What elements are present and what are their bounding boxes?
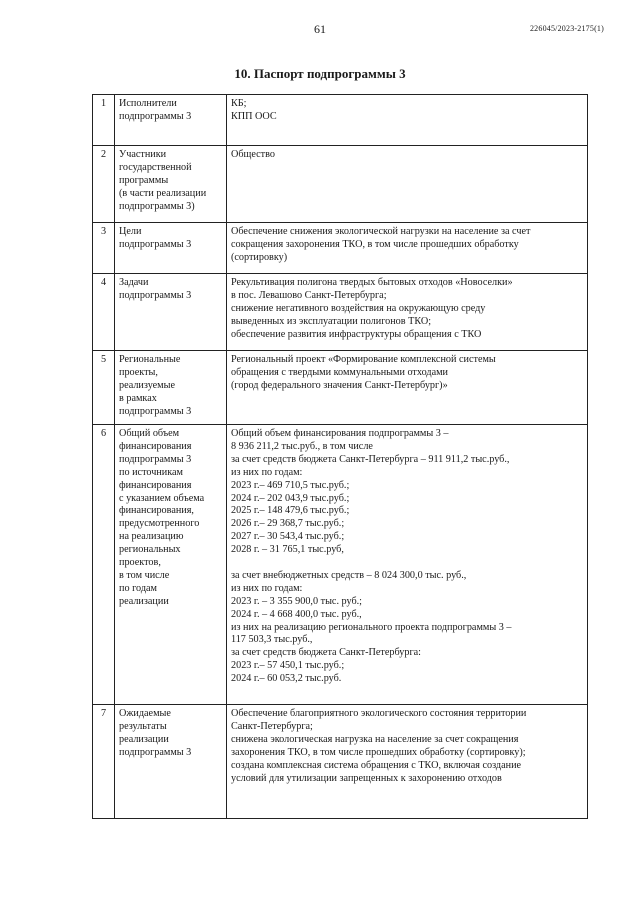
value-line: (город федерального значения Санкт-Петербург)» — [231, 379, 448, 391]
value-line: (сортировку) — [231, 251, 288, 263]
label-line: проектов, — [119, 557, 161, 569]
value-line: за счет внебюджетных средств – 8 024 300,0 тыс. руб., — [231, 569, 467, 581]
row-number: 2 — [93, 146, 115, 223]
value-line: создана комплексная система обращения с ТКО, включая создание — [231, 759, 522, 771]
value-line: Региональный проект «Формирование комплексной системы — [231, 354, 496, 365]
label-line: финансирования — [119, 479, 192, 491]
value-line: Обеспечение благоприятного экологического состояния территории — [231, 708, 527, 719]
label-line: подпрограммы 3 — [119, 746, 192, 758]
row-value — [227, 351, 588, 425]
value-line: в пос. Левашово Санкт-Петербурга; — [231, 289, 387, 301]
passport-table-body — [93, 95, 588, 819]
value-line: снижена экологическая нагрузка на население за счет сокращения — [231, 733, 519, 745]
value-line: из них по годам: — [231, 466, 303, 478]
row-value — [227, 146, 588, 223]
label-line: региональных — [119, 544, 181, 556]
table-row — [93, 146, 588, 223]
label-line: подпрограммы 3) — [119, 200, 195, 212]
label-line: подпрограммы 3 — [119, 110, 192, 122]
label-line: Общий объем — [119, 428, 180, 439]
label-line: программы — [119, 174, 169, 186]
row-label — [115, 705, 227, 819]
value-gap — [231, 557, 583, 570]
label-line: Исполнители — [119, 98, 177, 109]
label-line: реализуемые — [119, 379, 175, 391]
row-number: 5 — [93, 351, 115, 425]
value-line: 117 503,3 тыс.руб., — [231, 634, 313, 646]
label-line: подпрограммы 3 — [119, 405, 192, 417]
value-line: из них по годам: — [231, 582, 303, 594]
value-line: 2027 г.– 30 543,4 тыс.руб.; — [231, 531, 345, 543]
row-value — [227, 223, 588, 274]
label-line: Задачи — [119, 277, 149, 288]
label-line: в том числе — [119, 569, 170, 581]
value-line: 2023 г. – 3 355 900,0 тыс. руб.; — [231, 595, 363, 607]
row-label — [115, 274, 227, 351]
row-value — [227, 425, 588, 705]
value-line: 2024 г. – 4 668 400,0 тыс. руб., — [231, 608, 362, 620]
value-line: Общий объем финансирования подпрограммы 3 – — [231, 428, 449, 439]
row-number: 1 — [93, 95, 115, 146]
label-line: реализации — [119, 595, 169, 607]
label-line: предусмотренного — [119, 518, 200, 530]
row-label — [115, 146, 227, 223]
value-line: за счет средств бюджета Санкт-Петербурга – 911 911,2 тыс.руб., — [231, 453, 510, 465]
label-line: подпрограммы 3 — [119, 453, 192, 465]
row-number: 3 — [93, 223, 115, 274]
subprogram-passport-table — [92, 94, 588, 819]
row-label — [115, 425, 227, 705]
table-row — [93, 705, 588, 819]
label-line: с указанием объема — [119, 492, 205, 504]
value-line: 2026 г.– 29 368,7 тыс.руб.; — [231, 518, 345, 530]
table-row — [93, 425, 588, 705]
row-number: 7 — [93, 705, 115, 819]
value-line: Общество — [231, 149, 275, 160]
value-line: Обеспечение снижения экологической нагрузки на население за счет — [231, 226, 531, 237]
table-row — [93, 95, 588, 146]
section-title: 10. Паспорт подпрограммы 3 — [234, 66, 406, 81]
document-code: 226045/2023-2175(1) — [529, 24, 604, 33]
value-line: выведенных из эксплуатации полигонов ТКО; — [231, 315, 432, 327]
value-line: Рекультивация полигона твердых бытовых отходов «Новоселки» — [231, 277, 513, 288]
label-line: подпрограммы 3 — [119, 238, 192, 250]
label-line: государственной — [119, 161, 192, 173]
row-value — [227, 95, 588, 146]
row-number: 6 — [93, 425, 115, 705]
label-line: на реализацию — [119, 531, 184, 543]
label-line: результаты — [119, 720, 167, 732]
row-value — [227, 705, 588, 819]
label-line: по годам — [119, 582, 157, 594]
label-line: проекты, — [119, 366, 158, 378]
row-number: 4 — [93, 274, 115, 351]
label-line: подпрограммы 3 — [119, 289, 192, 301]
value-line: из них на реализацию регионального проекта подпрограммы 3 – — [231, 621, 512, 633]
value-line: захоронения ТКО, в том числе прошедших обработку (сортировку); — [231, 746, 526, 758]
row-label — [115, 95, 227, 146]
value-line: 2024 г.– 202 043,9 тыс.руб.; — [231, 492, 350, 504]
label-line: (в части реализации — [119, 187, 207, 199]
value-line: за счет средств бюджета Санкт-Петербурга: — [231, 647, 421, 659]
value-line: 2023 г.– 57 450,1 тыс.руб.; — [231, 660, 345, 672]
table-row — [93, 223, 588, 274]
value-line: 2025 г.– 148 479,6 тыс.руб.; — [231, 505, 350, 517]
label-line: финансирования — [119, 440, 192, 452]
label-line: реализации — [119, 733, 169, 745]
value-line: 8 936 211,2 тыс.руб., в том числе — [231, 440, 373, 452]
value-line: 2023 г.– 469 710,5 тыс.руб.; — [231, 479, 350, 491]
value-line: Санкт-Петербурга; — [231, 720, 313, 732]
label-line: Ожидаемые — [119, 708, 171, 719]
label-line: Участники — [119, 149, 167, 160]
table-row — [93, 274, 588, 351]
value-line: сокращения захоронения ТКО, в том числе прошедших обработку — [231, 238, 519, 250]
row-label — [115, 223, 227, 274]
table-row — [93, 351, 588, 425]
value-line: 2028 г. – 31 765,1 тыс.руб, — [231, 544, 344, 556]
row-label — [115, 351, 227, 425]
value-line: снижение негативного воздействия на окружающую среду — [231, 302, 486, 314]
value-line: обращения с твердыми коммунальными отходами — [231, 366, 448, 378]
label-line: по источникам — [119, 466, 184, 478]
value-line: КПП ООС — [231, 110, 277, 122]
label-line: Региональные — [119, 354, 181, 365]
value-line: обеспечение развития инфраструктуры обращения с ТКО — [231, 328, 482, 340]
label-line: Цели — [119, 226, 142, 237]
value-line: КБ; — [231, 98, 247, 109]
value-line: условий для утилизации запрещенных к захоронению отходов — [231, 772, 502, 784]
label-line: в рамках — [119, 392, 157, 404]
value-line: 2024 г.– 60 053,2 тыс.руб. — [231, 673, 342, 685]
label-line: финансирования, — [119, 505, 194, 517]
page-number: 61 — [314, 22, 326, 36]
row-value — [227, 274, 588, 351]
